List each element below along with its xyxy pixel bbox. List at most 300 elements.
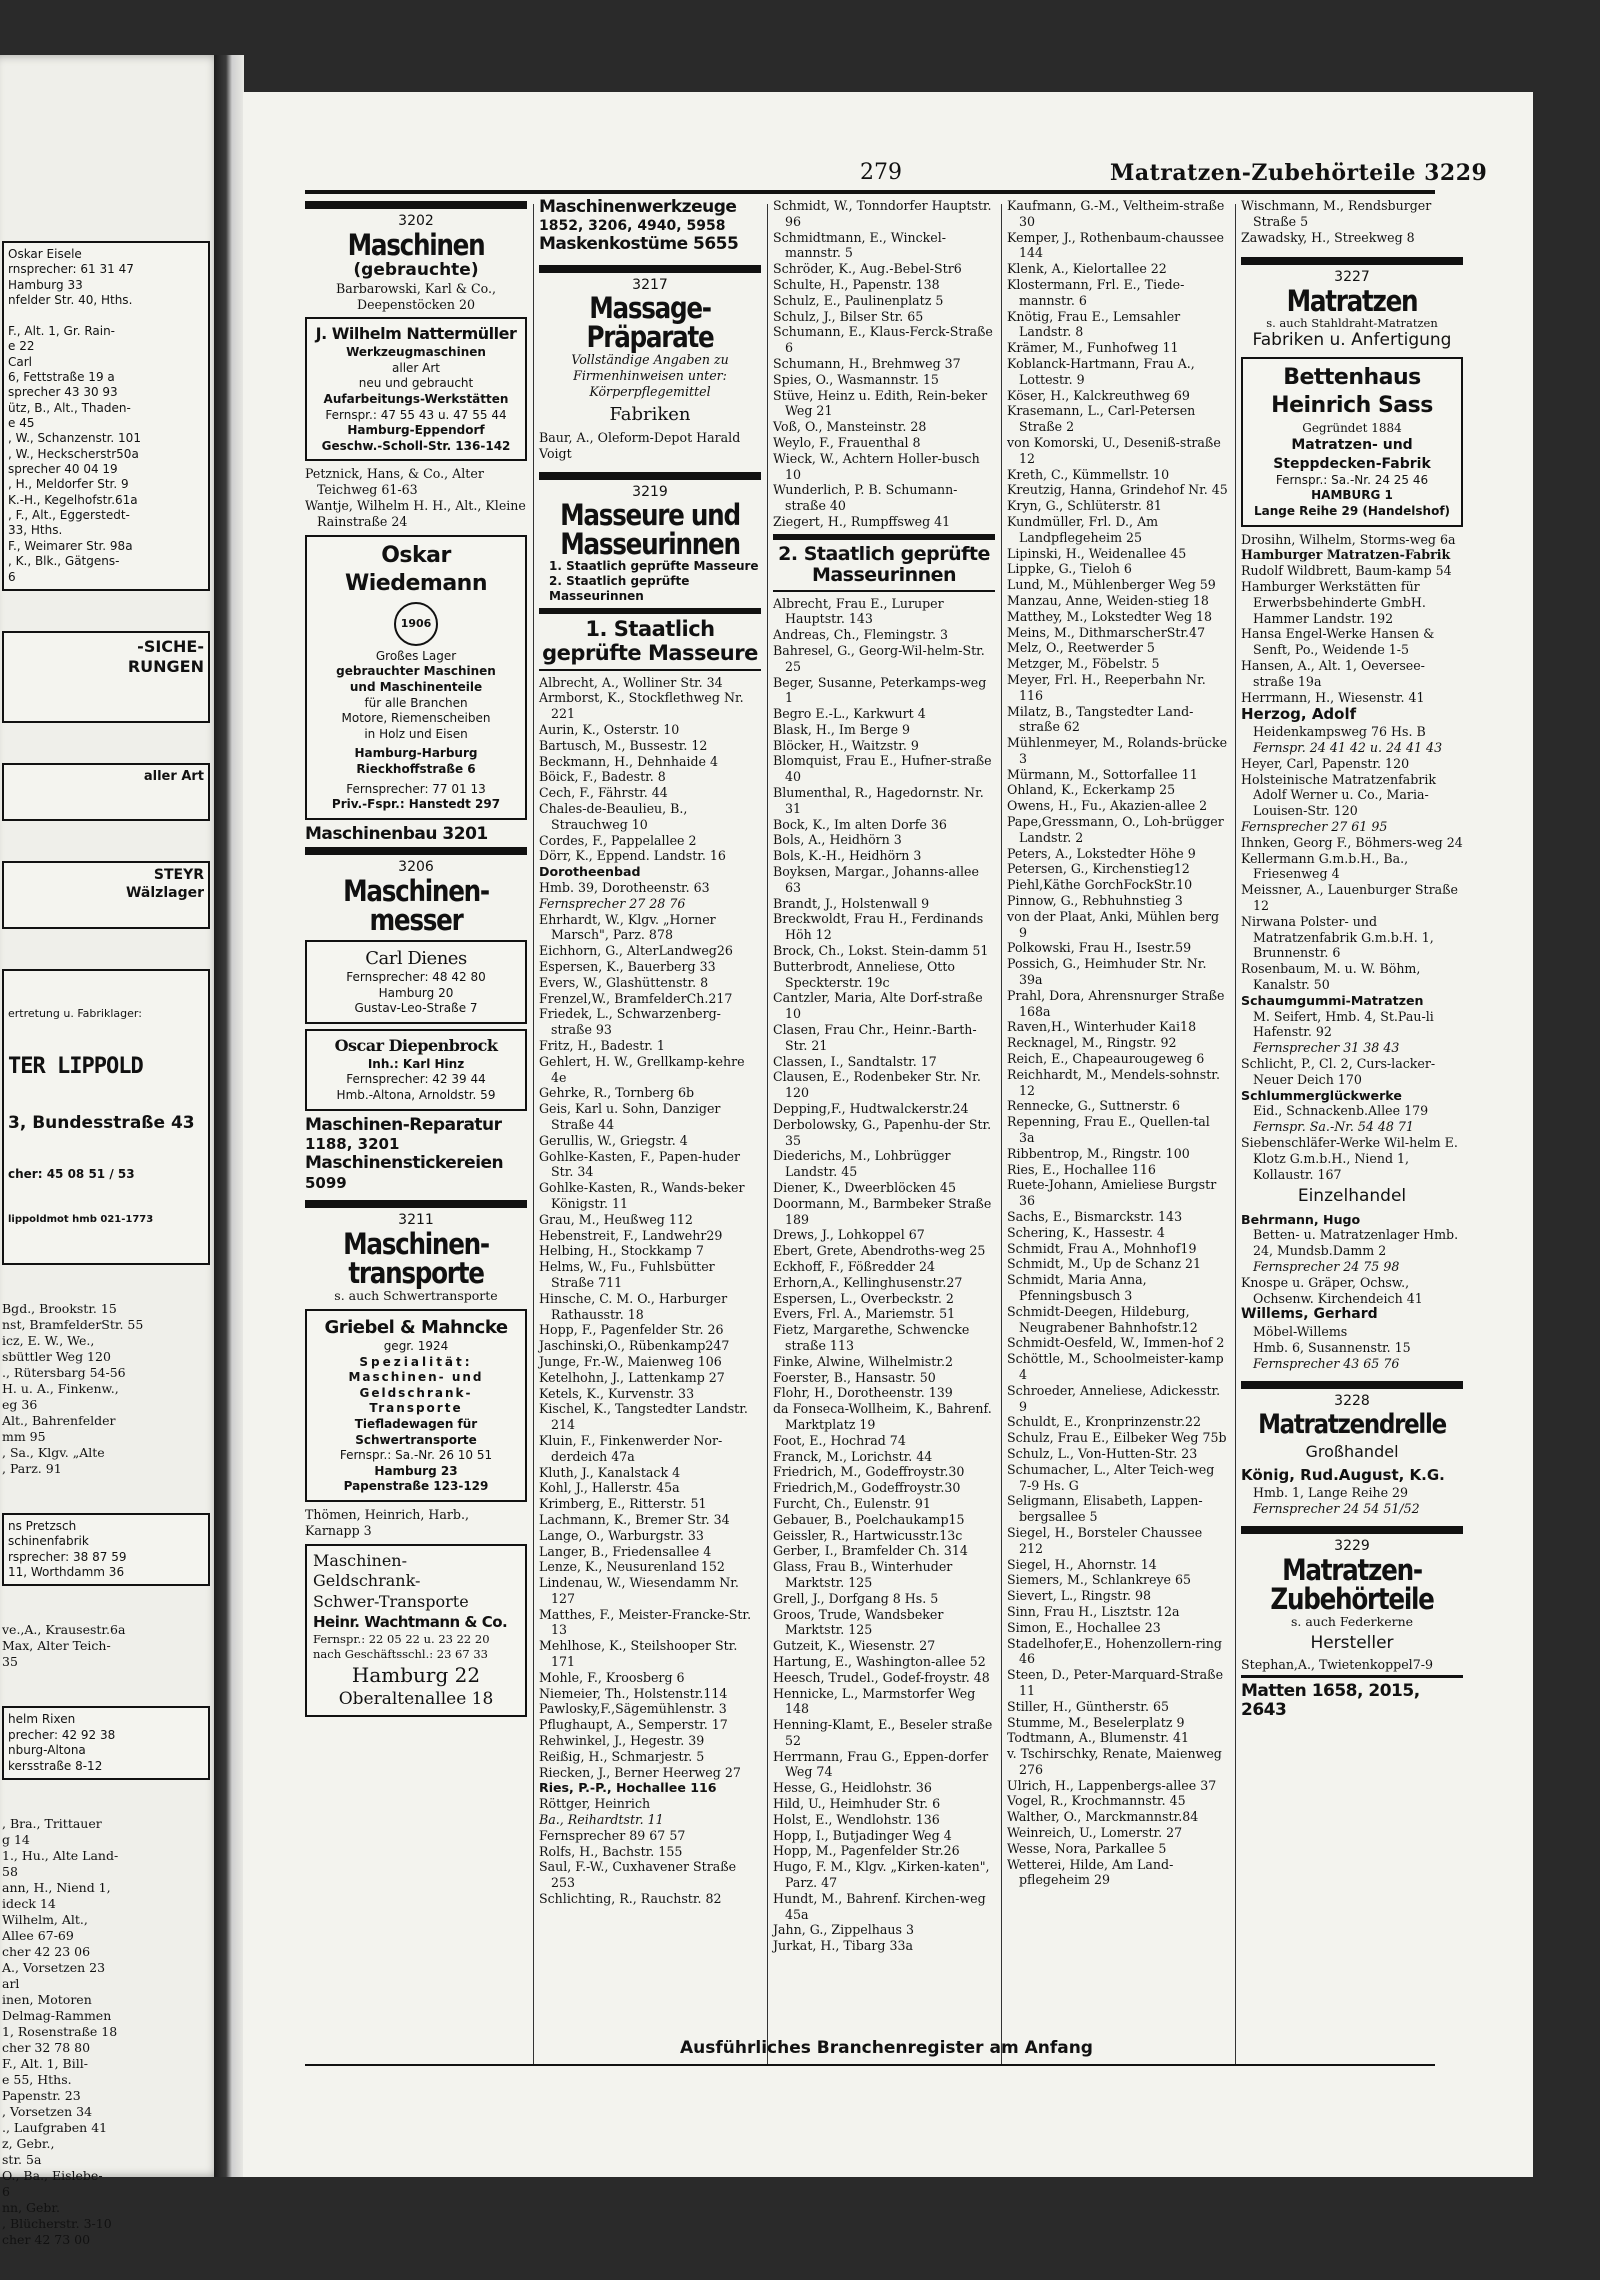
listing-entry: Hopp, M., Pagenfelder Str.26 xyxy=(773,1843,960,1859)
listing-entry: Friedrich,M., Godeffroystr.30 xyxy=(773,1480,961,1496)
listing-entry: Pape,Gressmann, O., Loh-brügger Landstr. 2 xyxy=(1007,814,1224,845)
category-subtitle: (gebrauchte) xyxy=(353,259,479,280)
page-header xyxy=(305,160,1488,190)
ad-line: Hamburg-Harburg xyxy=(354,746,478,761)
listing-entry: Wantje, Wilhelm H. H., Alt., Kleine Rainstraße 24 xyxy=(305,498,526,529)
ad-line: Schwer-Transporte xyxy=(313,1592,469,1612)
listing-entry: Clasen, Frau Chr., Heinr.-Barth-Str. 21 xyxy=(773,1022,977,1053)
cross-reference: Maschinenwerkzeuge xyxy=(539,197,737,217)
listing-entry: Saul, F.-W., Cuxhavener Straße 253 xyxy=(539,1859,737,1891)
listing-entry: Sachs, E., Bismarckstr. 143 xyxy=(1007,1209,1183,1224)
listing-entry: Hmb. 39, Dorotheenstr. 63 xyxy=(539,880,710,896)
listing-entry: Raven,H., Winterhuder Kai18 xyxy=(1007,1019,1197,1035)
listing-entry: Böick, F., Badestr. 8 xyxy=(539,769,666,785)
listing-entry: Hild, U., Heimhuder Str. 6 xyxy=(773,1796,941,1812)
ad-line: HAMBURG 1 xyxy=(1311,488,1393,503)
listing-entry: von Komorski, U., Deseniß-straße 12 xyxy=(1007,434,1221,466)
listing-entry: Jahn, G., Zippelhaus 3 xyxy=(773,1922,914,1938)
ad-address: Gustav-Leo-Straße 7 xyxy=(354,1001,478,1016)
subsection-link: 1. Staatlich geprüfte Masseure xyxy=(549,559,759,574)
ad-phone: nach Geschäftsschl.: 23 67 33 xyxy=(313,1647,488,1662)
listing-entry: Rosenbaum, M. u. W. Böhm, Kanalstr. 50 xyxy=(1241,961,1421,992)
listing-entry: von der Plaat, Anki, Mühlen berg 9 xyxy=(1007,908,1220,940)
ad-phone: Fernspr.: Sa.-Nr. 24 25 46 xyxy=(1275,472,1429,487)
listing-entry: Schulte, H., Papenstr. 138 xyxy=(773,276,940,292)
listing-entry: Hansa Engel-Werke Hansen & Senft, Po., Weidende 1-5 xyxy=(1241,626,1435,658)
listing-entry: Kreutzig, Hanna, Grindehof Nr. 45 xyxy=(1007,482,1228,498)
listing-entry: Schmidt, M., Up de Schanz 21 xyxy=(1007,1256,1202,1272)
ad-line: Transporte xyxy=(369,1401,463,1416)
listing-entry: Melz, O., Reetwerder 5 xyxy=(1007,640,1155,656)
ad-address: Oberaltenallee 18 xyxy=(338,1689,494,1710)
listing-entry: Lund, M., Mühlenberger Weg 59 xyxy=(1007,577,1216,593)
ad-address: Lange Reihe 29 (Handelshof) xyxy=(1253,504,1451,519)
category-title: Matratzen-Zubehörteile xyxy=(1270,1553,1434,1616)
listing-entry: Recknagel, M., Ringstr. 92 xyxy=(1007,1035,1177,1051)
listing-entry: Bahresel, G., Georg-Wil-helm-Str. 25 xyxy=(773,642,985,674)
left-ad-eisele xyxy=(2,241,210,591)
left-ad-4-line4: lippoldmot hmb 021-1773 xyxy=(8,1214,154,1226)
entries-list xyxy=(773,198,995,530)
listing-phone: Fernsprecher 24 75 98 xyxy=(1253,1259,1400,1275)
ad-line: neu und gebraucht xyxy=(358,376,474,391)
seal-icon: 1906 xyxy=(394,602,438,646)
listing-entry: Geissler, R., Hartwicusstr.13c xyxy=(773,1527,963,1543)
listing-entry: Lenze, K., Neusurenland 152 xyxy=(539,1559,725,1575)
listing-bold-name: Schlummerglückwerke xyxy=(1241,1087,1402,1103)
listing-entry: Frenzel,W., BramfelderCh.217 xyxy=(539,990,733,1006)
listing-entry: Ihnken, Georg F., Böhmers-weg 24 xyxy=(1241,834,1463,850)
listing-entry: Siegel, H., Borsteler Chaussee 212 xyxy=(1007,1524,1203,1556)
listing-entry: Niemeier, Th., Holstenstr.114 xyxy=(539,1685,728,1701)
listing-entry: Cech, F., Fährstr. 44 xyxy=(539,785,668,801)
listing-entry: Siemers, M., Schlankreye 65 xyxy=(1007,1572,1192,1588)
listing-entry: Knötig, Frau E., Lemsahler Landstr. 8 xyxy=(1007,308,1181,340)
ad-name: Carl Dienes xyxy=(365,947,467,969)
listing-entry: Ketelhohn, J., Lattenkamp 27 xyxy=(539,1369,725,1385)
entries-list xyxy=(1241,1056,1463,1088)
section-heading: 1. Staatlich geprüfte Masseure xyxy=(539,608,761,670)
cross-reference-numbers: 5099 xyxy=(305,1173,347,1192)
listing-entry: Groos, Trude, Wandsbeker Marktstr. 125 xyxy=(773,1606,944,1638)
listing-entry: Reich, E., Chapeaurougeweg 6 xyxy=(1007,1051,1205,1067)
listing-entry: Hamburger Werkstätten für Erwerbsbehinderte GmbH. Hammer Landstr. 192 xyxy=(1241,579,1426,626)
listing-entry: Meins, M., DithmarscherStr.47 xyxy=(1007,624,1206,640)
category-number: 3217 xyxy=(632,276,668,293)
listing-entry: Beckmann, H., Dehnhaide 4 xyxy=(539,753,719,769)
listing-entry: Rudolf Wildbrett, Baum-kamp 54 xyxy=(1241,563,1452,579)
ad-line: Matratzen- und xyxy=(1291,437,1413,454)
category-3217 xyxy=(539,277,761,353)
listing-entry: Doormann, M., Barmbeker Straße 189 xyxy=(773,1195,992,1227)
ad-line: gegr. 1924 xyxy=(383,1338,449,1353)
ad-address: Papenstraße 123-129 xyxy=(343,1479,489,1494)
rule xyxy=(539,472,761,480)
listing-entry: Krasemann, L., Carl-Petersen Straße 2 xyxy=(1007,403,1196,435)
listing-entry: Koblanck-Hartmann, Frau A., Lottestr. 9 xyxy=(1007,355,1195,387)
ad-address: Geschw.-Scholl-Str. 136-142 xyxy=(321,438,511,453)
listing-entry: Schumann, E., Klaus-Ferck-Straße 6 xyxy=(773,324,993,356)
listing-entry: Schröder, K., Aug.-Bebel-Str6 xyxy=(773,261,962,277)
listing-entry: Glass, Frau B., Winterhuder Marktstr. 125 xyxy=(773,1559,953,1590)
listing-entry: Blumenthal, R., Hagedornstr. Nr. 31 xyxy=(773,785,984,816)
listing-entry: Repenning, Frau E., Quellen-tal 3a xyxy=(1007,1114,1210,1146)
listing-entry: Schmidt, Maria Anna, Pfenningsbusch 3 xyxy=(1007,1272,1147,1303)
left-ad-3-text: STEYR Wälzlager xyxy=(125,866,204,901)
listing-entry: Kundmüller, Frl. D., Am Landpflegeheim 25 xyxy=(1007,513,1159,545)
listing-entry: Kryn, G., Schlüterstr. 81 xyxy=(1007,498,1162,514)
listing-entry: Depping,F., Hudtwalckerstr.24 xyxy=(773,1101,969,1117)
listing-entry: Schmidt, W., Tonndorfer Hauptstr. 96 xyxy=(773,198,992,229)
ad-diepenbrock xyxy=(305,1029,527,1111)
listing-entry: Owens, H., Fu., Akazien-allee 2 xyxy=(1007,798,1208,814)
entries-list xyxy=(1007,198,1229,1888)
listing-entry: Mohle, F., Kroosberg 6 xyxy=(539,1669,685,1685)
listing-entry: Dorotheenbad xyxy=(539,864,641,880)
rule xyxy=(305,847,527,855)
listing-entry: Barbarowski, Karl & Co., Deepenstöcken 20 xyxy=(335,280,497,312)
listing-entry: Helms, W., Fu., Fuhlsbütter Straße 711 xyxy=(539,1259,715,1290)
listing-entry: Gutzeit, K., Wiesenstr. 27 xyxy=(773,1638,936,1654)
column-1 xyxy=(305,198,527,2068)
listing-entry: Fritz, H., Badestr. 1 xyxy=(539,1038,665,1053)
listing-entry: Rennecke, G., Suttnerstr. 6 xyxy=(1007,1098,1180,1114)
listing-phone: Fernsprecher 24 54 51/52 xyxy=(1253,1500,1420,1516)
subheading: Fabriken xyxy=(609,403,691,425)
category-number: 3228 xyxy=(1334,1393,1370,1410)
listing-entry: Röttger, Heinrich xyxy=(539,1796,651,1812)
listing-entry: Schroeder, Anneliese, Adickesstr. 9 xyxy=(1007,1382,1221,1414)
left-ad-sicherungen xyxy=(2,631,210,723)
listing-entry: Wetterei, Hilde, Am Land-pflegeheim 29 xyxy=(1007,1856,1174,1888)
entries-list xyxy=(1241,756,1463,993)
listing-entry: Armborst, K., Stockflethweg Nr. 221 xyxy=(539,690,744,722)
listing-entry: Klostermann, Frl. E., Tiede-mannstr. 6 xyxy=(1007,276,1185,308)
listing-entry: Lachmann, K., Bremer Str. 34 xyxy=(539,1511,730,1527)
listing-entry: Hugo, F. M., Klgv. „Kirken-katen", Parz. 47 xyxy=(773,1859,990,1891)
listing-bold-name: Behrmann, Hugo xyxy=(1241,1211,1361,1227)
ad-sass xyxy=(1241,357,1463,527)
listing-entry: Sievert, L., Ringstr. 98 xyxy=(1007,1588,1152,1604)
listing-phone: Fernsprecher 31 38 43 xyxy=(1253,1040,1400,1056)
category-title: Maschinen-transporte xyxy=(343,1226,489,1290)
left-ad-1-text: -SICHE- RUNGEN xyxy=(127,636,204,677)
listing-entry: Breckwoldt, Frau H., Ferdinands Höh 12 xyxy=(773,911,984,943)
listing-entry: Langer, B., Friedensallee 4 xyxy=(539,1543,712,1559)
left-text-2: Bgd., Brookstr. 15 nst, BramfelderStr. 55 icz, E. W., We., sbüttler Weg 120 ., Rütersbarg 54-56 H. u. A., Finkenw., eg 36 Alt., Bahrenfelder mm 95 , Sa., Klgv. „Alte , Parz. 91 xyxy=(2,1301,144,1477)
entries-list xyxy=(773,596,995,1955)
listing-entry: Eichhorn, G., AlterLandweg26 xyxy=(539,943,733,959)
listing-entry: Boyksen, Margar., Johanns-allee 63 xyxy=(773,864,979,895)
listing-entry: Gerber, I., Bramfelder Ch. 314 xyxy=(773,1543,968,1559)
listing-bold-name: Herzog, Adolf xyxy=(1241,705,1357,724)
left-ad-4-big: TER LIPPOLD xyxy=(8,1053,143,1079)
ad-griebel xyxy=(305,1309,527,1502)
listing-entry: Espersen, K., Bauerberg 33 xyxy=(539,959,716,975)
listing-entry: Schlichting, R., Rauchstr. 82 xyxy=(539,1891,722,1907)
column-divider xyxy=(1235,204,1236,2064)
listing-entry: Polkowski, Frau H., Isestr.59 xyxy=(1007,940,1192,956)
ad-wachtmann xyxy=(305,1544,527,1718)
listing-phone: Fernsprecher 27 61 95 xyxy=(1241,819,1388,834)
listing-entry: Kohl, J., Hallerstr. 45a xyxy=(539,1480,680,1496)
ad-name: Griebel & Mahncke xyxy=(324,1316,508,1338)
listing-entry: Spies, O., Wasmannstr. 15 xyxy=(773,371,939,387)
listing-entry: Cantzler, Maria, Alte Dorf-straße 10 xyxy=(773,990,983,1022)
listing-entry: Ulrich, H., Lappenbergs-allee 37 xyxy=(1007,1777,1217,1793)
listing-entry: Finke, Alwine, Wilhelmistr.2 xyxy=(773,1353,953,1369)
category-title: Massage-Präparate xyxy=(586,291,714,355)
listing-entry: Schulz, Frau E., Eilbeker Weg 75b xyxy=(1007,1430,1227,1446)
listing-entry: Franck, M., Lorichstr. 44 xyxy=(773,1448,933,1464)
listing-entry: Hesse, G., Heidlohstr. 36 xyxy=(773,1780,932,1796)
columns xyxy=(305,197,1463,2073)
listing-entry: Bartusch, M., Bussestr. 12 xyxy=(539,737,708,753)
left-ad-4-line3: cher: 45 08 51 / 53 xyxy=(8,1166,135,1181)
listing-entry: Ries, P.-P., Hochallee 116 xyxy=(539,1780,717,1796)
ad-line: aller Art xyxy=(392,360,440,375)
category-number: 3227 xyxy=(1334,269,1370,286)
listing-entry: Ketels, K., Kurvenstr. 33 xyxy=(539,1385,695,1401)
listing-entry: Schulz, L., Von-Hutten-Str. 23 xyxy=(1007,1445,1198,1461)
listing-entry: Walther, O., Marckmannstr.84 xyxy=(1007,1809,1199,1825)
subheading: Hersteller xyxy=(1310,1632,1394,1653)
listing-entry: Meyer, Frl. H., Reeperbahn Nr. 116 xyxy=(1007,671,1206,703)
listing-entry: Evers, W., Glashüttenstr. 8 xyxy=(539,974,709,990)
listing-entry: Steen, D., Peter-Marquard-Straße 11 xyxy=(1007,1667,1224,1698)
category-title: Maschinen xyxy=(347,227,485,262)
listing-entry: Ohland, K., Eckerkamp 25 xyxy=(1007,782,1176,798)
listing-entry: Ruete-Johann, Amieliese Burgstr 36 xyxy=(1007,1177,1217,1209)
category-note: s. auch Federkerne xyxy=(1290,1614,1414,1629)
listing-entry: Lindenau, W., Wiesendamm Nr. 127 xyxy=(539,1575,739,1606)
listing-entry: Kischel, K., Tangstedter Landstr. 214 xyxy=(539,1401,748,1433)
cross-reference: Matten 1658, 2015, 2643 xyxy=(1241,1680,1420,1721)
listing-entry: Bols, A., Heidhörn 3 xyxy=(773,832,902,848)
listing-entry: Peters, A., Lokstedter Höhe 9 xyxy=(1007,845,1196,861)
left-ad-lippold xyxy=(2,969,210,1265)
listing-entry: Stüve, Heinz u. Edith, Rein-beker Weg 21 xyxy=(773,387,988,419)
book-spine xyxy=(214,55,244,2177)
listing-entry: Thömen, Heinrich, Harb., Karnapp 3 xyxy=(305,1506,469,1538)
listing-entry: Matthey, M., Lokstedter Weg 18 xyxy=(1007,608,1213,624)
entries-list xyxy=(1241,1275,1463,1307)
ad-line: Geldschrank- xyxy=(359,1385,473,1400)
column-4 xyxy=(1007,198,1229,2068)
left-text-3: ve.,A., Krausestr.6a Max, Alter Teich- 35 xyxy=(2,1622,126,1670)
category-number: 3211 xyxy=(398,1212,434,1229)
listing-entry: Lipinski, H., Weidenallee 45 xyxy=(1007,545,1187,561)
listing-entry: Schmidt-Oesfeld, W., Immen-hof 2 xyxy=(1007,1335,1225,1351)
rule xyxy=(539,265,761,273)
listing-entry: Heyer, Carl, Papenstr. 120 xyxy=(1241,755,1410,771)
ad-line: und Maschinenteile xyxy=(349,680,483,694)
listing-entry: Herrmann, H., Wiesenstr. 41 xyxy=(1241,689,1425,705)
listing-entry: Espersen, L., Overbeckstr. 2 xyxy=(773,1290,954,1306)
listing-entry: Herrmann, Frau G., Eppen-dorfer Weg 74 xyxy=(773,1748,989,1780)
listing-entry: Gohlke-Kasten, F., Papen-huder Str. 34 xyxy=(539,1148,740,1180)
ad-line: für alle Branchen xyxy=(364,695,468,710)
listing-entry: Blask, H., Im Berge 9 xyxy=(773,721,911,737)
listing-entry: Gehlert, H. W., Grellkamp-kehre 4e xyxy=(539,1053,745,1085)
entries-list xyxy=(1241,1135,1463,1182)
rule xyxy=(305,1200,527,1208)
listing-entry: Kellermann G.m.b.H., Ba., Friesenweg 4 xyxy=(1241,850,1409,882)
listing-entry: Mehlhose, K., Steilshooper Str. 171 xyxy=(539,1638,738,1670)
listing-entry: Helbing, H., Stockkamp 7 xyxy=(539,1243,704,1259)
ad-phone: Fernsprecher: 77 01 13 xyxy=(346,781,486,796)
listing-entry: Jurkat, H., Tibarg 33a xyxy=(773,1938,913,1954)
listing-entry: Vogel, R., Krochmannstr. 45 xyxy=(1007,1793,1186,1809)
footer-rule xyxy=(305,2064,1435,2066)
listing-entry: Petersen, G., Kirchenstieg12 xyxy=(1007,861,1190,877)
listing-address: Möbel-Willems xyxy=(1253,1324,1348,1339)
listing-entry: Schering, K., Hassestr. 4 xyxy=(1007,1224,1165,1240)
rule xyxy=(1241,257,1463,265)
category-number: 3206 xyxy=(398,859,434,876)
column-3 xyxy=(773,198,995,2068)
listing-entry: Petznick, Hans, & Co., Alter Teichweg 61-63 xyxy=(305,466,484,498)
listing-entry: Ba., Reihardtstr. 11 xyxy=(539,1812,664,1828)
category-note: Vollständige Angaben zu Firmenhinweisen unter: Körperpflegemittel xyxy=(571,352,729,399)
listing-entry: Rolfs, H., Bachstr. 155 xyxy=(539,1843,683,1859)
ad-phone: Fernspr.: 22 05 22 u. 23 22 20 xyxy=(313,1632,490,1647)
listing-address: Hmb. 1, Lange Reihe 29 xyxy=(1253,1484,1409,1500)
entries-list xyxy=(539,675,761,1907)
listing-entry: Kluth, J., Kanalstack 4 xyxy=(539,1464,681,1480)
subsection-link: 2. Staatlich geprüfte Masseurinnen xyxy=(549,574,690,604)
rule xyxy=(1241,1526,1463,1534)
listing-entry: Schumann, H., Brehmweg 37 xyxy=(773,355,961,371)
left-page-fragment xyxy=(0,55,222,2247)
ad-name: Heinr. Wachtmann & Co. xyxy=(313,1612,508,1631)
listing-phone: Fernspr. Sa.-Nr. 54 48 71 xyxy=(1253,1119,1414,1135)
ad-nattermueller xyxy=(305,317,527,461)
listing-entry: Gohlke-Kasten, R., Wands-beker Königstr. 11 xyxy=(539,1180,745,1211)
listing-entry: Simon, E., Hochallee 23 xyxy=(1007,1619,1161,1635)
left-ad-5-text: ns Pretzsch schinenfabrik rsprecher: 38 87 59 11, Worthdamm 36 xyxy=(8,1519,127,1580)
listing-entry: Milatz, B., Tangstedter Land-straße 62 xyxy=(1007,703,1194,735)
listing-bold-name: Schaumgummi-Matratzen xyxy=(1241,992,1424,1008)
listing-entry: Hansen, A., Alt. 1, Oeversee-straße 19a xyxy=(1241,658,1425,689)
listing-entry: Friedek, L., Schwarzenberg-straße 93 xyxy=(539,1006,721,1038)
left-ad-rixen xyxy=(2,1706,210,1779)
listing-entry: Pinnow, G., Rebhuhnstieg 3 xyxy=(1007,893,1183,909)
listing-entry: Siebenschläfer-Werke Wil-helm E. Klotz G.m.b.H., Niend 1, Kollaustr. 167 xyxy=(1241,1134,1458,1182)
ad-address: Rieckhoffstraße 6 xyxy=(356,761,476,776)
listing-phone: Fernspr. 24 41 42 u. 24 41 43 xyxy=(1253,740,1443,756)
ad-line: Großes Lager xyxy=(375,648,457,663)
ad-phone: Priv.-Fspr.: Hanstedt 297 xyxy=(331,797,501,812)
category-3219 xyxy=(539,484,761,560)
header-rule xyxy=(305,190,1435,194)
left-text-1: Oskar Eisele rnsprecher: 61 31 47 Hamburg 33 nfelder Str. 40, Hths. F., Alt. 1, Gr. Rain- e 22 Carl 6, Fettstraße 19 a sprecher 43 30 93 ütz, B., Alt., Thaden- e 45 , W., Schanzenstr. 101 , W., Heckscherstr50a sprecher 40 04 19 , H., Meldorfer Str. 9 K.-H., Kegelhofstr.61a , F., Alt., Eggerstedt- 33, Hths. F., Weimarer Str. 98a , K., Blk., Gätgens- 6 xyxy=(8,247,141,584)
listing-entry: Grau, M., Heußweg 112 xyxy=(539,1211,693,1227)
listing-entry: Hamburger Matratzen-Fabrik xyxy=(1241,547,1451,563)
ad-name: Oskar Wiedemann xyxy=(345,542,487,597)
ad-wiedemann xyxy=(305,535,527,820)
listing-entry: Begro E.-L., Karkwurt 4 xyxy=(773,706,926,722)
listing-entry: Riecken, J., Berner Heerweg 27 xyxy=(539,1764,741,1780)
listing-entry: Albrecht, A., Wolliner Str. 34 xyxy=(539,674,723,690)
cross-reference-numbers: 1188, 3201 xyxy=(305,1135,400,1154)
listing-entry: Ribbentrop, M., Ringstr. 100 xyxy=(1007,1145,1190,1161)
ad-line: Hamburg-Eppendorf xyxy=(347,423,485,438)
listing-entry: Metzger, M., Föbelstr. 5 xyxy=(1007,656,1160,672)
listing-entry: Hennicke, L., Marmstorfer Weg 148 xyxy=(773,1685,976,1717)
ad-phone: Fernsprecher: 48 42 80 xyxy=(346,970,486,985)
listing-entry: Weinreich, U., Lomerstr. 27 xyxy=(1007,1825,1183,1841)
listing-entry: Drosihn, Wilhelm, Storms-weg 6a xyxy=(1241,531,1456,547)
listing-entry: Cordes, F., Pappelallee 2 xyxy=(539,832,697,848)
listing-bold-name: Willems, Gerhard xyxy=(1241,1306,1378,1323)
left-ad-6-text: helm Rixen precher: 42 92 38 nburg-Altona kersstraße 8-12 xyxy=(8,1712,116,1773)
ad-line: Motore, Riemenscheiben xyxy=(341,711,491,726)
cross-reference: Maschinenstickereien xyxy=(305,1152,504,1173)
listing-entry: Heesch, Trudel., Godef-froystr. 48 xyxy=(773,1669,990,1685)
listing-entry: Foerster, B., Hansastr. 50 xyxy=(773,1369,936,1385)
ad-name: Oscar Diepenbrock xyxy=(334,1036,498,1056)
listing-entry: Bock, K., Im alten Dorfe 36 xyxy=(773,816,947,832)
listing-entry: Kluin, F., Finkenwerder Nor-derdeich 47a xyxy=(539,1432,723,1464)
column-divider xyxy=(767,204,768,2064)
ad-line: Tiefladewagen für xyxy=(354,1416,478,1431)
ad-line: Hamburg 20 xyxy=(378,985,454,1000)
listing-entry: Brandt, J., Holstenwall 9 xyxy=(773,895,930,911)
listing-entry: Geis, Karl u. Sohn, Danziger Straße 44 xyxy=(539,1101,721,1132)
listing-address: M. Seifert, Hmb. 4, St.Pau-li Hafenstr. 92 xyxy=(1253,1008,1434,1040)
left-ad-aller-art xyxy=(2,763,210,821)
listing-entry: Andreas, Ch., Flemingstr. 3 xyxy=(773,627,949,643)
listing-entry: Henning-Klamt, E., Beseler straße 52 xyxy=(773,1717,993,1748)
listing-entry: Evers, Frl. A., Mariemstr. 51 xyxy=(773,1306,956,1322)
listing-entry: Wunderlich, P. B. Schumann-straße 40 xyxy=(773,482,958,514)
listing-entry: Fietz, Margarethe, Schwencke straße 113 xyxy=(773,1322,970,1353)
subheading: Einzelhandel xyxy=(1297,1186,1407,1207)
listing-entry: Schumacher, L., Alter Teich-weg 7-9 Hs. G xyxy=(1007,1461,1215,1493)
listing-entry: Schulz, J., Bilser Str. 65 xyxy=(773,308,924,324)
listing-entry: Derbolowsky, G., Papenhu-der Str. 35 xyxy=(773,1116,992,1148)
listing-entry: Pflughaupt, A., Semperstr. 17 xyxy=(539,1717,728,1733)
listing-entry: v. Tschirschky, Renate, Maienweg 276 xyxy=(1007,1746,1222,1777)
listing-entry: Gebauer, B., Poelchaukamp15 xyxy=(773,1511,965,1527)
listing-entry: Fernsprecher 27 28 76 xyxy=(539,895,686,911)
listing-entry: Flohr, H., Dorotheenstr. 139 xyxy=(773,1385,953,1401)
listing-entry: Rehwinkel, J., Hegestr. 39 xyxy=(539,1733,705,1749)
ad-phone: Fernspr.: Sa.-Nr. 26 10 51 xyxy=(339,1448,493,1463)
column-divider xyxy=(1001,204,1002,2064)
listing-entry: Schmidt, Frau A., Mohnhof19 xyxy=(1007,1240,1197,1256)
category-title: Matratzen xyxy=(1286,283,1418,318)
listing-entry: Ries, E., Hochallee 116 xyxy=(1007,1161,1156,1177)
category-3211 xyxy=(305,1212,527,1303)
ad-line: Inh.: Karl Hinz xyxy=(367,1056,465,1071)
ad-line: Aufarbeitungs-Werkstätten xyxy=(323,392,509,407)
listing-entry: Eckhoff, F., Fößredder 24 xyxy=(773,1258,936,1274)
subheading: Fabriken u. Anfertigung xyxy=(1252,330,1452,351)
listing-entry: Holst, E., Wendlohstr. 136 xyxy=(773,1811,940,1827)
listing-entry: Ebert, Grete, Abendroths-weg 25 xyxy=(773,1243,986,1259)
category-number: 3229 xyxy=(1334,1538,1370,1555)
listing-entry: Mühlenmeyer, M., Rolands-brücke 3 xyxy=(1007,735,1228,766)
listing-entry: Erhorn,A., Kellinghusenstr.27 xyxy=(773,1274,963,1290)
listing-entry: Stiller, H., Güntherstr. 65 xyxy=(1007,1698,1169,1714)
listing-entry: Matthes, F., Meister-Francke-Str. 13 xyxy=(539,1606,752,1638)
cross-reference: Maschinenbau 3201 xyxy=(305,823,488,844)
listing-entry: Schulz, E., Paulinenplatz 5 xyxy=(773,292,944,308)
listing-entry: Ehrhardt, W., Klgv. „Horner Marsch", Parz. 878 xyxy=(539,911,716,943)
column-2 xyxy=(539,198,761,2068)
